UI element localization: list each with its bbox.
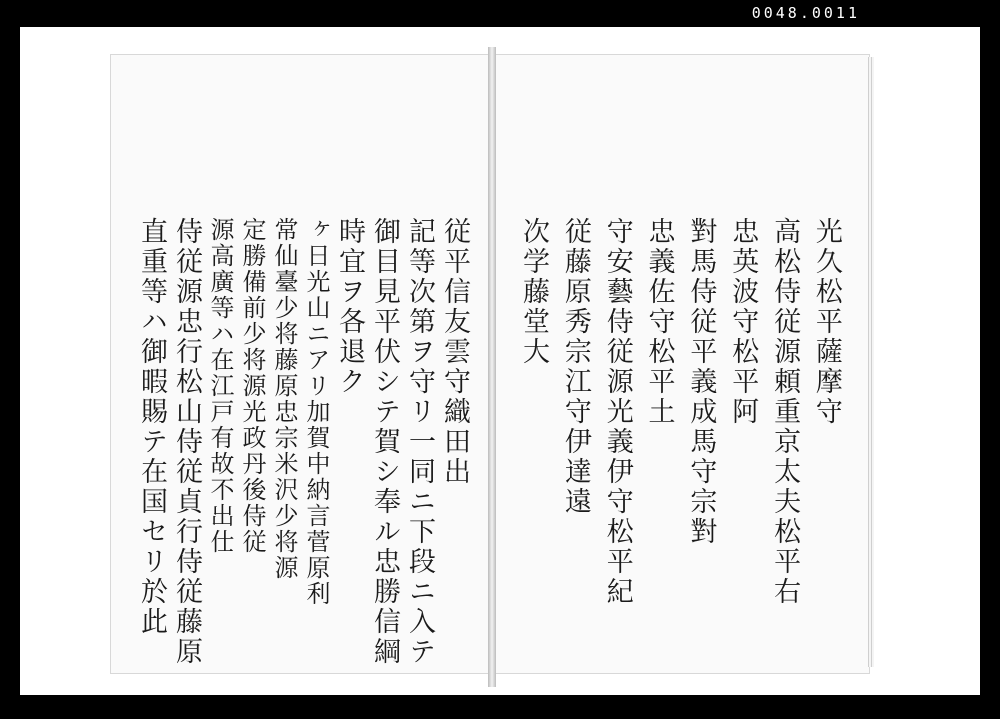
text-column: 御目見平伏シテ賀シ奉ル忠勝信綱 (369, 217, 400, 667)
text-column: 時宜ヲ各退ク (334, 217, 365, 397)
text-column: 従藤原秀宗江守伊達遠 (559, 217, 591, 517)
text-column: 光久松平薩摩守 (810, 217, 842, 427)
text-column: 忠義佐守松平土 (643, 217, 675, 427)
text-column: 次学藤堂大 (518, 217, 549, 367)
text-column: 守安藝侍従源光義伊守松平紀 (601, 217, 633, 607)
text-column: 直重等ハ御暇賜テ在国セリ於此 (136, 217, 167, 637)
text-column: 高松侍従源頼重京太夫松平右 (769, 217, 801, 607)
text-column: 記等次第ヲ守リ一同ニ下段ニ入テ (404, 217, 435, 667)
text-column: ヶ日光山ニアリ加賀中納言菅原利 (302, 217, 330, 607)
right-page-text (520, 217, 840, 657)
left-page-text (136, 217, 470, 667)
text-column: 常仙臺少将藤原忠宗米沢少将源 (270, 217, 298, 581)
text-column: 忠英波守松平阿 (727, 217, 759, 427)
text-column: 對馬侍従平義成馬守宗對 (685, 217, 717, 547)
page-edges (868, 57, 874, 667)
microfilm-frame-number: 0048.0011 (751, 4, 860, 22)
book-gutter (488, 47, 496, 687)
text-column: 従平信友雲守織田出 (439, 217, 470, 487)
microfilm-scan (20, 27, 980, 695)
text-column: 源高廣等ハ在江戸有故不出仕 (206, 217, 234, 555)
text-column: 定勝備前少将源光政丹後侍従 (238, 217, 266, 555)
text-column: 侍従源忠行松山侍従貞行侍従藤原 (171, 217, 202, 667)
